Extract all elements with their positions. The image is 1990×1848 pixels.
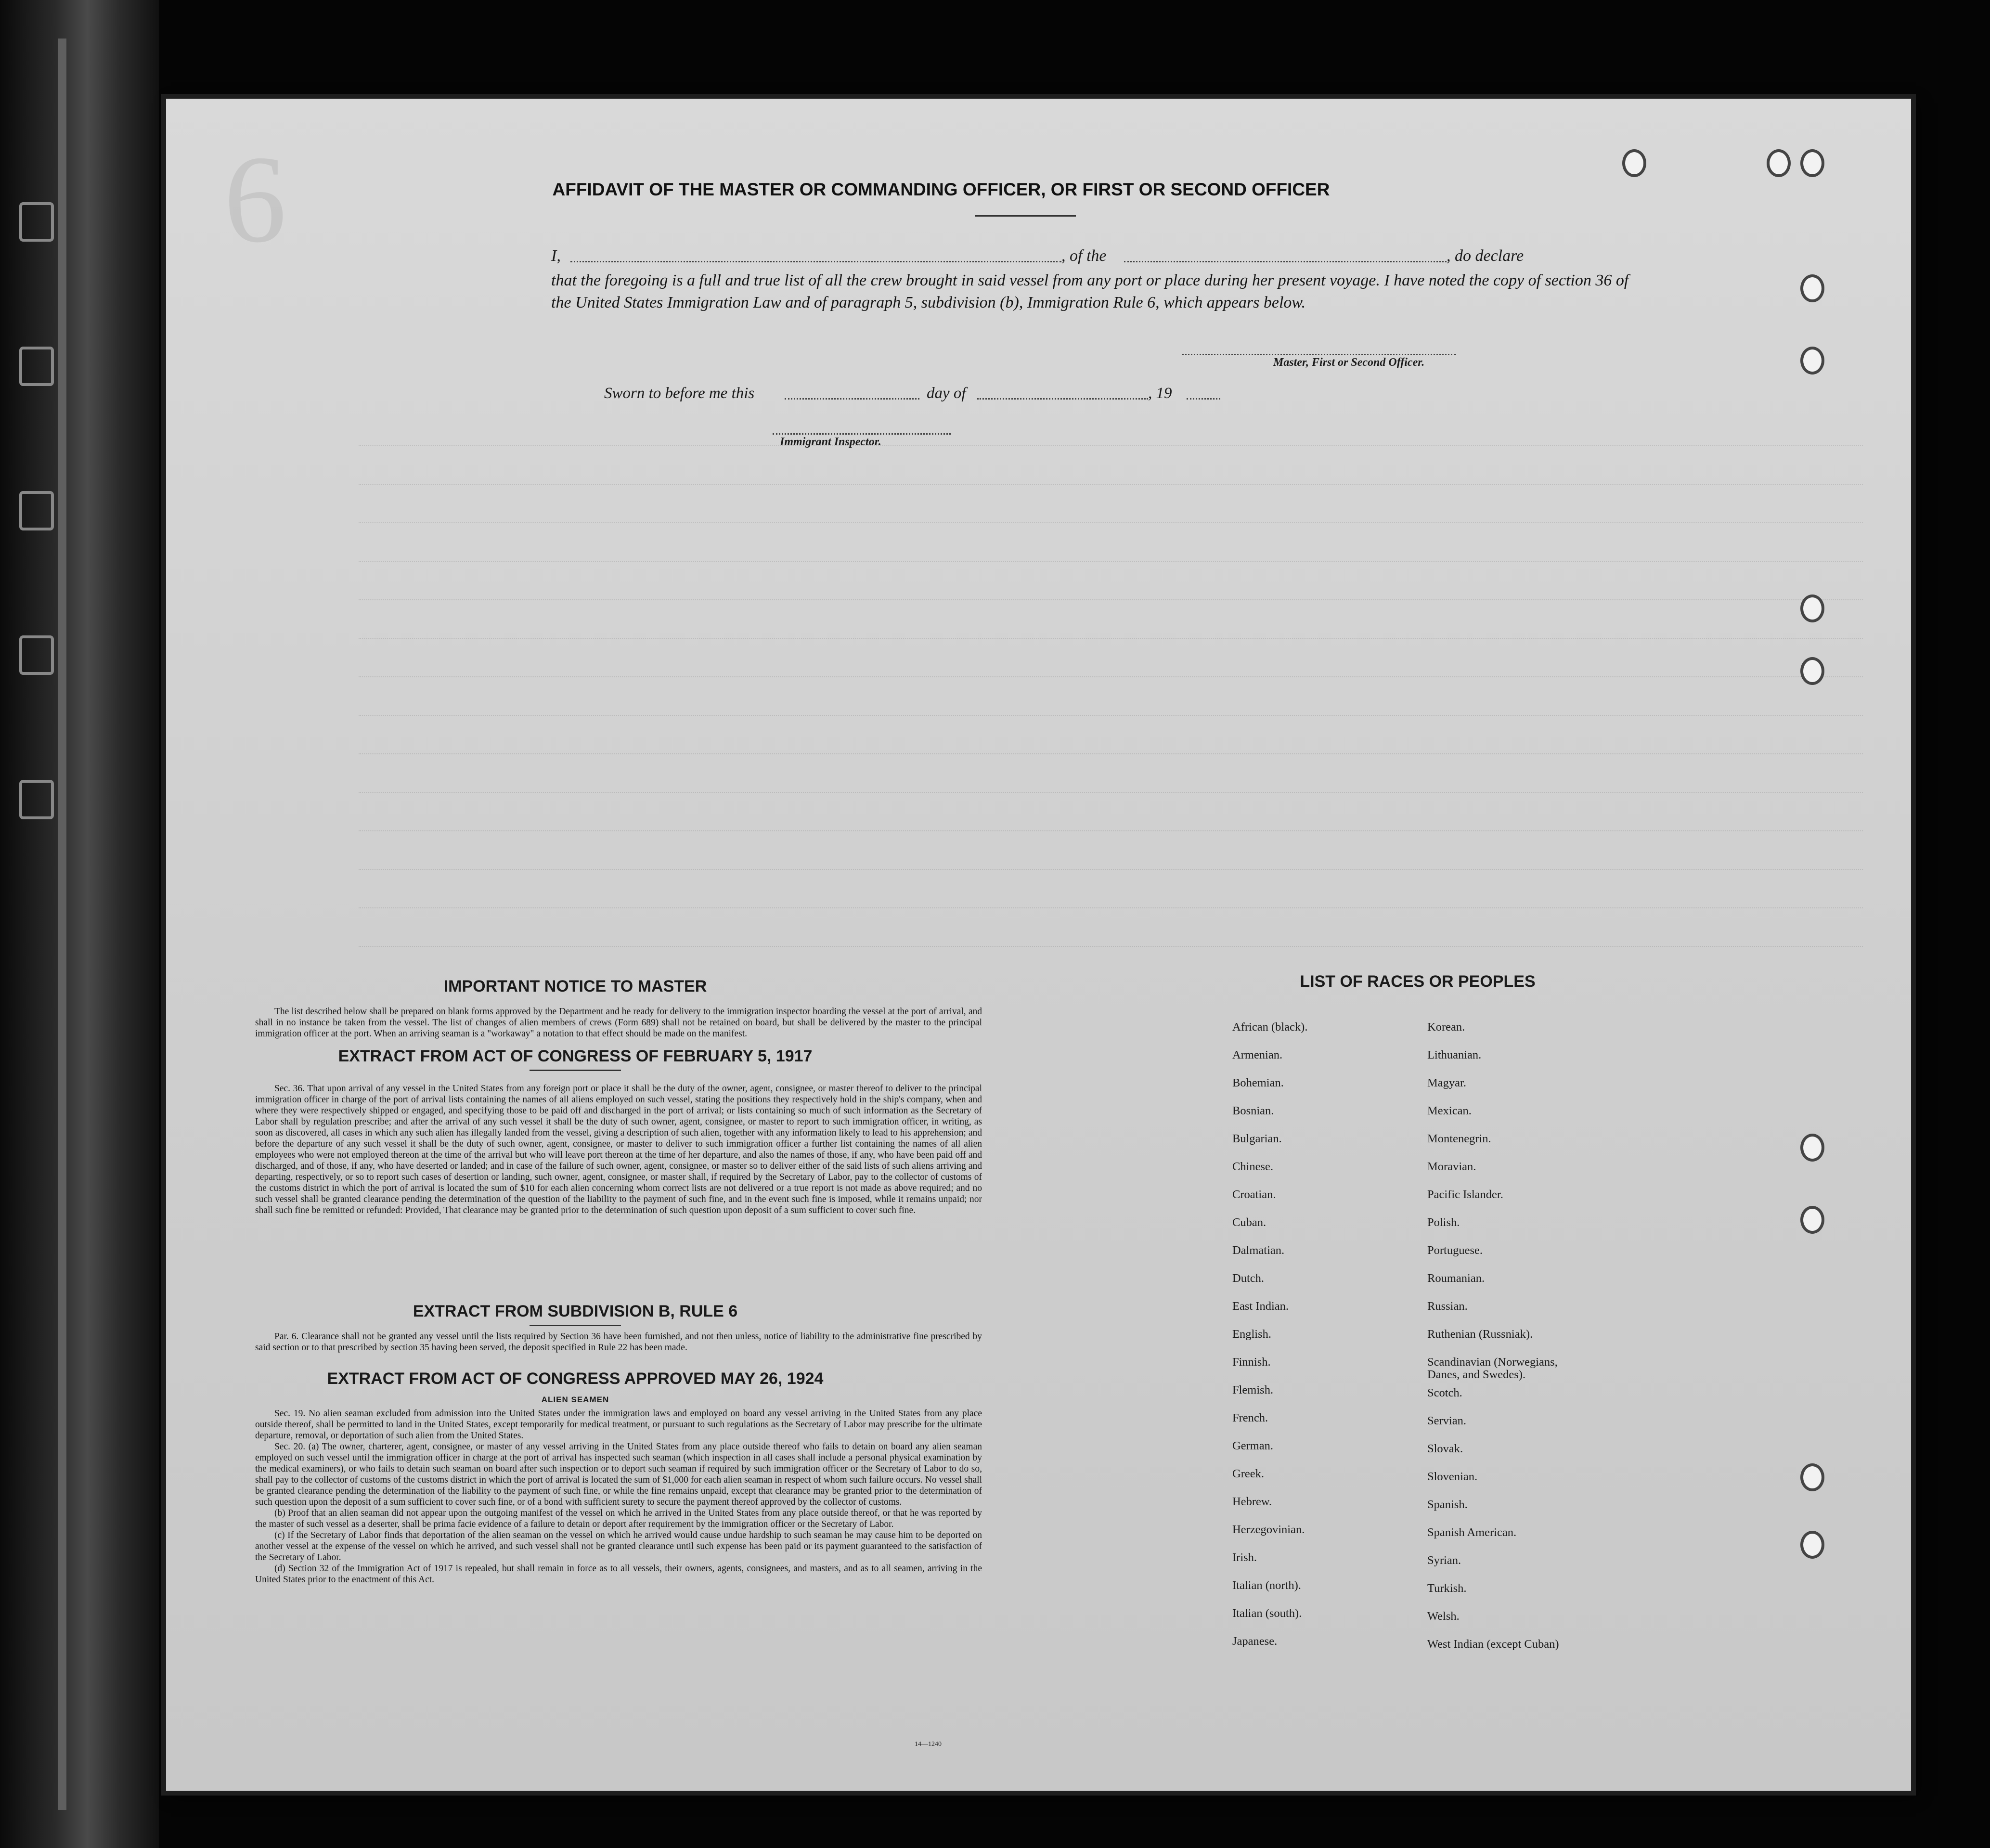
race-item: Croatian. — [1232, 1188, 1276, 1201]
race-item: Italian (north). — [1232, 1579, 1301, 1592]
race-item: West Indian (except Cuban) — [1427, 1638, 1559, 1651]
sworn-year: , 19 — [1148, 385, 1172, 402]
race-item: Moravian. — [1427, 1160, 1476, 1173]
notice-paragraph: The list described below shall be prepared on blank forms approved by the Department and be ready for delivery to the immigration inspector boarding the vessel at the port of arrival, and shall in no instance be taken from the vessel. The list of changes of alien members of crews (Form 689) shall not be retained on board, but shall be delivered by the master to the principal immigration officer at the port. When an arriving seaman is a "workaway" a notation to that effect should be made on the manifest. — [255, 1007, 982, 1039]
act-1917-paragraph: Sec. 36. That upon arrival of any vessel in the United States from any foreign port or place it shall be the duty of the owner, agent, consignee, or master thereof to deliver to the principal immigration officer in charge of the port of arrival lists containing the names of all aliens employed on such vessel, stating the positions they respectively hold in the ship's company, when and where they were respectively shipped or engaged, and specifying those to be paid off and discharged in the port of arrival; or lists containing so much of such information as the Secretary of Labor shall by regulation prescribe; and after the arrival of any such vessel it shall be the duty of such owner, agent, consignee, or master to report to such immigration officer, in writing, as soon as discovered, all cases in which any such alien has illegally landed from the vessel, giving a description of such alien, together with any information likely to lead to his apprehension; and before the departure of any such vessel it shall be the duty of such owner, agent, consignee, or master to deliver to such immigration officer a further list containing the names of all alien employees who were not employed thereon at the time of the arrival but who will leave port thereon at the time of her departure, and also the names of those, if any, who have been paid off and discharged, and of those, if any, who have deserted or landed; and in case of the failure of such owner, agent, consignee, or master so to deliver either of the said lists of such aliens arriving and departing, respectively, or so to report such cases of desertion or landing, such owner, agent, consignee, or master shall, if required by the Secretary of Labor, pay to the collector of customs of the customs district in which the port of arrival is located the sum of $10 for each alien concerning whom correct lists are not delivered or a true report is not made as above required; and no such vessel shall be granted clearance pending the determination of the question of the liability to the payment of such fine, and in the event such fine is imposed, while it remains unpaid; nor shall such fine be remitted or refunded: Provided, That clearance may be granted prior to the determination of such question upon deposit of a sum sufficient to cover such fine. — [255, 1084, 982, 1215]
race-item: Armenian. — [1232, 1048, 1283, 1061]
race-item: Slovak. — [1427, 1442, 1463, 1455]
race-item: Lithuanian. — [1427, 1048, 1482, 1061]
binder-notch — [19, 635, 54, 675]
race-item: French. — [1232, 1411, 1268, 1424]
sec-20d-paragraph: (d) Section 32 of the Immigration Act of 1917 is repealed, but shall remain in force as to all vessels, their owners, agents, consignees, and masters, and as to all seamen, arriving in the United States prior to the enactment of this Act. — [255, 1564, 982, 1585]
race-item: Mexican. — [1427, 1104, 1472, 1117]
race-item: Servian. — [1427, 1414, 1466, 1427]
sworn-day: day of — [927, 385, 966, 402]
race-item: Herzegovinian. — [1232, 1523, 1305, 1536]
punch-hole — [1800, 1206, 1824, 1234]
race-item: Pacific Islander. — [1427, 1188, 1503, 1201]
race-item: Ruthenian (Russniak). — [1427, 1328, 1533, 1341]
declaration-start: I, — [551, 247, 561, 265]
races-title: LIST OF RACES OR PEOPLES — [1300, 972, 1536, 991]
race-item: Slovenian. — [1427, 1470, 1478, 1483]
race-item: German. — [1232, 1439, 1274, 1452]
binder-notch — [19, 347, 54, 386]
punch-hole — [1800, 1134, 1824, 1162]
race-item: Dutch. — [1232, 1272, 1264, 1285]
punch-hole — [1800, 594, 1824, 622]
binder-notch — [19, 780, 54, 819]
act-1917-body — [255, 1083, 982, 1216]
inspector-caption: Immigrant Inspector. — [780, 436, 881, 448]
race-item: Scandinavian (Norwegians, — [1427, 1356, 1558, 1369]
race-item: Bohemian. — [1232, 1076, 1284, 1089]
rule-6-paragraph: Par. 6. Clearance shall not be granted any vessel until the lists required by Section 36 have been furnished, and not then unless, notice of liability to the administrative fine prescribed by said section or to that prescribed by section 35 having been served, the deposit specified in Rule 22 has been made. — [255, 1331, 982, 1353]
inspector-line[interactable] — [773, 433, 951, 435]
name-blank[interactable] — [570, 261, 1061, 262]
race-item: Chinese. — [1232, 1160, 1274, 1173]
vessel-blank[interactable] — [1124, 261, 1447, 262]
rule-6-title: EXTRACT FROM SUBDIVISION B, RULE 6 — [413, 1302, 738, 1320]
race-item: Syrian. — [1427, 1554, 1461, 1567]
declaration-line — [551, 243, 1639, 267]
race-item: Greek. — [1232, 1467, 1264, 1480]
race-item: English. — [1232, 1328, 1271, 1341]
form-number: 14—1240 — [915, 1741, 942, 1748]
act-1924-body — [255, 1408, 982, 1585]
punch-hole — [1767, 149, 1791, 177]
affidavit-body: that the foregoing is a full and true list of all the crew brought in said vessel from any port or place during her present voyage. I have noted the copy of section 36 of the United States Immigration Law and of paragraph 5, subdivision (b), Immigration Rule 6, which appears below. — [551, 271, 1629, 311]
race-item: Hebrew. — [1232, 1495, 1272, 1508]
bleed-through-row — [359, 850, 1863, 870]
section-rule — [530, 1070, 621, 1071]
act-1917-title: EXTRACT FROM ACT OF CONGRESS OF FEBRUARY 5, 1917 — [338, 1047, 813, 1065]
race-item: Irish. — [1232, 1551, 1257, 1564]
section-rule — [530, 1325, 621, 1326]
punch-hole — [1800, 1531, 1824, 1559]
binder-notch — [19, 202, 54, 242]
bleed-through-row — [359, 503, 1863, 523]
race-item: Spanish American. — [1427, 1526, 1517, 1539]
race-item: Roumanian. — [1427, 1272, 1485, 1285]
binder-strip — [0, 0, 159, 1848]
race-item: Flemish. — [1232, 1383, 1274, 1396]
sworn-prefix: Sworn to before me this — [604, 385, 755, 402]
bleed-through-row — [359, 696, 1863, 716]
alien-seamen-heading: ALIEN SEAMEN — [541, 1395, 609, 1404]
race-item: Russian. — [1427, 1300, 1468, 1313]
manifest-page — [166, 99, 1911, 1791]
declaration-end: , do declare — [1447, 247, 1524, 265]
race-item: Bulgarian. — [1232, 1132, 1282, 1145]
bleed-through-row — [359, 927, 1863, 947]
bleed-through-row — [359, 580, 1863, 600]
sworn-date-blank[interactable] — [785, 398, 919, 400]
punch-hole — [1800, 1463, 1824, 1491]
bleed-through-numeral: 6 — [224, 130, 286, 269]
bleed-through-row — [359, 465, 1863, 485]
race-item: Welsh. — [1427, 1610, 1460, 1623]
race-item: Portuguese. — [1427, 1244, 1483, 1257]
punch-hole — [1800, 274, 1824, 302]
sec-19-paragraph: Sec. 19. No alien seaman excluded from admission into the United States under the immigration laws and employed on board any vessel arriving in the United States from any place outside thereof, shall be permitted to land in the United States, except temporarily for medical treatment, or pursuant to such regulations as the Secretary of Labor may prescribe for the ultimate departure, removal, or deportation of such alien from the United States. — [255, 1409, 982, 1441]
race-item: Turkish. — [1427, 1582, 1467, 1595]
punch-hole — [1800, 657, 1824, 685]
race-item: Scotch. — [1427, 1386, 1462, 1399]
sworn-month-blank[interactable] — [977, 398, 1148, 400]
rule-6-body — [255, 1331, 982, 1353]
sworn-year-blank[interactable] — [1187, 398, 1220, 400]
bleed-through-row — [359, 657, 1863, 677]
punch-hole — [1800, 149, 1824, 177]
binder-edge — [58, 39, 66, 1810]
bleed-through-row — [359, 811, 1863, 831]
race-item: Polish. — [1427, 1216, 1460, 1229]
title-rule — [975, 215, 1076, 217]
race-item: Dalmatian. — [1232, 1244, 1285, 1257]
race-item: Italian (south). — [1232, 1607, 1302, 1620]
race-item: Montenegrin. — [1427, 1132, 1491, 1145]
binder-notch — [19, 491, 54, 530]
sec-20b-paragraph: (b) Proof that an alien seaman did not appear upon the outgoing manifest of the vessel on which he arrived in the United States from any place outside thereof, or that he was reported by the master of such vessel as a deserter, shall be prima facie evidence of a failure to detain or deport after requirement by the immigration officer or the Secretary of Labor. — [255, 1508, 982, 1529]
race-item: Danes, and Swedes). — [1427, 1368, 1526, 1381]
race-item: Korean. — [1427, 1021, 1465, 1034]
bleed-through-row — [359, 734, 1863, 754]
bleed-through-row — [359, 888, 1863, 908]
sec-20a-paragraph: Sec. 20. (a) The owner, charterer, agent, consignee, or master of any vessel arriving in the United States from any place outside thereof who fails to detain on board any alien seaman employed on such vessel until the immigration officer in charge at the port of arrival has inspected such seaman (which inspection in all cases shall include a personal physical examination by the medical examiners), or who fails to detain such seaman on board after such inspection or to deport such seaman if required by such immigration officer or the Secretary of Labor to do so, shall pay to the collector of customs of the customs district in which the port of arrival is located the sum of $1,000 for each alien seaman in respect of whom such failure occurs. No vessel shall be granted clearance pending the determination of the liability to the payment of such fine, or while the fine remains unpaid, except that clearance may be granted prior to the determination of such question upon the deposit of a sum sufficient to cover such fine, or of a bond with sufficient surety to secure the payment thereof approved by the collector of customs. — [255, 1442, 982, 1507]
punch-hole — [1800, 347, 1824, 375]
bleed-through-row — [359, 542, 1863, 562]
race-item: Spanish. — [1427, 1498, 1468, 1511]
bleed-through-row — [359, 773, 1863, 793]
notice-body — [255, 1006, 982, 1039]
bleed-through-row — [359, 426, 1863, 446]
notice-title: IMPORTANT NOTICE TO MASTER — [443, 977, 707, 995]
race-item: African (black). — [1232, 1021, 1308, 1034]
race-item: Bosnian. — [1232, 1104, 1274, 1117]
race-item: Japanese. — [1232, 1635, 1278, 1648]
affidavit-title: AFFIDAVIT OF THE MASTER OR COMMANDING OFFICER, OR FIRST OR SECOND OFFICER — [552, 180, 1330, 199]
race-item: Magyar. — [1427, 1076, 1466, 1089]
race-item: East Indian. — [1232, 1300, 1289, 1313]
signature-caption: Master, First or Second Officer. — [1273, 356, 1425, 369]
race-item: Finnish. — [1232, 1356, 1271, 1369]
sec-20c-paragraph: (c) If the Secretary of Labor finds that deportation of the alien seaman on the vessel on which he arrived would cause undue hardship to such seaman he may cause him to be deported on another vessel at the expense of the vessel on which he arrived, and such vessel shall not be granted clearance until such expense has been paid or its payment guaranteed to the satisfaction of the Secretary of Labor. — [255, 1530, 982, 1563]
race-item: Cuban. — [1232, 1216, 1266, 1229]
act-1924-title: EXTRACT FROM ACT OF CONGRESS APPROVED MAY 26, 1924 — [327, 1370, 824, 1388]
punch-hole — [1622, 149, 1646, 177]
sworn-line — [604, 380, 1230, 404]
declaration-of-the: , of the — [1061, 247, 1107, 265]
bleed-through-row — [359, 619, 1863, 639]
